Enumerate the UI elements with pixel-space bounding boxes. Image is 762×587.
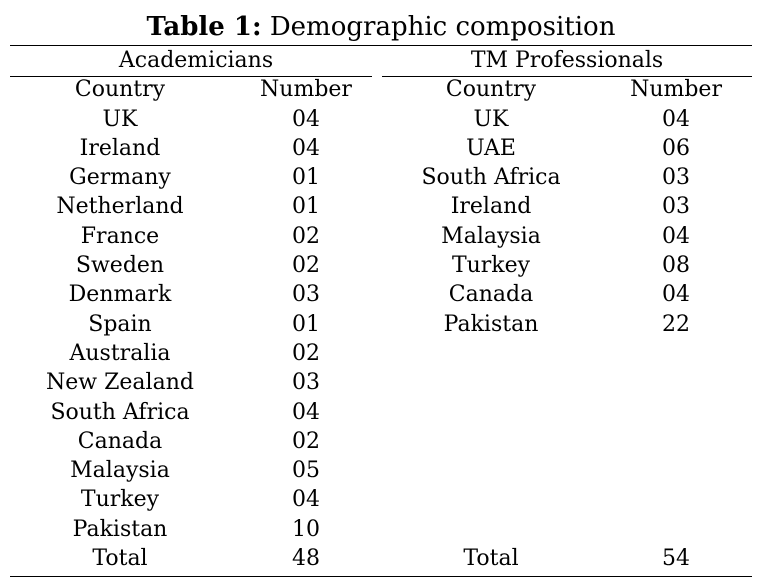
group-header-academicians: Academicians <box>118 48 274 73</box>
academicians-total-label: Total <box>92 546 148 572</box>
academicians-country-cell: Canada <box>77 428 163 454</box>
column-header-tm-number: Number <box>630 77 722 103</box>
academicians-number-cell: 01 <box>292 165 320 191</box>
academicians-country-cell: New Zealand <box>46 370 194 396</box>
tm-country-cell: UAE <box>466 135 516 161</box>
tm-country-cell <box>382 339 600 368</box>
tm-number-cell: 08 <box>662 253 691 279</box>
tm-number-cell: 03 <box>662 165 691 191</box>
table-bottom-rule <box>10 576 752 577</box>
table-body <box>10 105 752 544</box>
table-row <box>10 163 752 192</box>
tm-country-cell <box>382 485 600 514</box>
table-row <box>10 134 752 163</box>
tm-country-cell <box>382 427 600 456</box>
academicians-total-value: 48 <box>292 546 320 572</box>
academicians-country-cell: Turkey <box>80 487 160 513</box>
table-caption <box>0 10 762 44</box>
tm-number-cell <box>600 456 752 485</box>
tm-number-cell <box>600 427 752 456</box>
tm-number-cell: 04 <box>662 282 691 308</box>
table-row <box>10 222 752 251</box>
table-row <box>10 280 752 309</box>
academicians-number-cell: 02 <box>292 253 320 279</box>
tm-total-label: Total <box>463 546 519 572</box>
academicians-country-cell: Denmark <box>68 282 172 308</box>
table-row <box>10 368 752 397</box>
tm-country-cell <box>382 368 600 397</box>
tm-country-cell: South Africa <box>421 165 561 191</box>
tm-country-cell <box>382 456 600 485</box>
academicians-number-cell: 04 <box>292 487 320 513</box>
table-row <box>10 251 752 280</box>
academicians-number-cell: 02 <box>292 428 320 454</box>
academicians-country-cell: Spain <box>88 311 152 337</box>
tm-number-cell: 22 <box>662 311 691 337</box>
academicians-number-cell: 01 <box>292 194 320 220</box>
tm-number-cell <box>600 515 752 544</box>
academicians-number-cell: 03 <box>292 370 320 396</box>
academicians-number-cell: 10 <box>292 516 320 542</box>
tm-country-cell: Malaysia <box>441 223 541 249</box>
academicians-country-cell: Australia <box>69 340 171 366</box>
table-row <box>10 105 752 134</box>
academicians-country-cell: Netherland <box>56 194 184 220</box>
tm-country-cell: Ireland <box>450 194 532 220</box>
academicians-number-cell: 04 <box>292 399 320 425</box>
academicians-number-cell: 01 <box>292 311 320 337</box>
academicians-number-cell: 05 <box>292 458 320 484</box>
total-row <box>10 544 752 573</box>
tm-country-cell: UK <box>473 106 509 132</box>
table-caption-label: Table 1: <box>146 12 262 42</box>
tm-country-cell: Pakistan <box>443 311 539 337</box>
tm-number-cell: 06 <box>662 135 691 161</box>
tm-number-cell: 04 <box>662 223 691 249</box>
tm-number-cell <box>600 398 752 427</box>
tm-total-value: 54 <box>662 546 691 572</box>
academicians-country-cell: South Africa <box>50 399 190 425</box>
table-row <box>10 515 752 544</box>
tm-country-cell <box>382 398 600 427</box>
table-row <box>10 427 752 456</box>
academicians-number-cell: 03 <box>292 282 320 308</box>
table-row <box>10 485 752 514</box>
academicians-country-cell: Sweden <box>75 253 165 279</box>
academicians-number-cell: 02 <box>292 223 320 249</box>
academicians-country-cell: Germany <box>69 165 171 191</box>
table-caption-title: Demographic composition <box>269 12 616 42</box>
academicians-number-cell: 04 <box>292 106 320 132</box>
column-header-row <box>10 75 752 104</box>
table-row <box>10 456 752 485</box>
tm-number-cell <box>600 368 752 397</box>
table-row <box>10 398 752 427</box>
tm-number-cell <box>600 339 752 368</box>
tm-country-cell: Canada <box>448 282 534 308</box>
academicians-country-cell: France <box>80 223 160 249</box>
tm-number-cell <box>600 485 752 514</box>
tm-country-cell: Turkey <box>451 253 531 279</box>
academicians-number-cell: 04 <box>292 135 320 161</box>
column-header-academicians-country: Country <box>74 77 166 103</box>
academicians-country-cell: Malaysia <box>70 458 170 484</box>
demographic-table <box>10 46 752 573</box>
group-header-tm-professionals: TM Professionals <box>470 48 664 73</box>
academicians-number-cell: 02 <box>292 340 320 366</box>
table-row <box>10 310 752 339</box>
tm-number-cell: 03 <box>662 194 691 220</box>
group-header-row <box>10 46 752 75</box>
academicians-country-cell: UK <box>102 106 138 132</box>
academicians-country-cell: Pakistan <box>72 516 168 542</box>
tm-number-cell: 04 <box>662 106 691 132</box>
column-header-tm-country: Country <box>445 77 537 103</box>
table-row <box>10 339 752 368</box>
table-row <box>10 192 752 221</box>
column-header-academicians-number: Number <box>260 77 352 103</box>
academicians-country-cell: Ireland <box>79 135 161 161</box>
tm-country-cell <box>382 515 600 544</box>
